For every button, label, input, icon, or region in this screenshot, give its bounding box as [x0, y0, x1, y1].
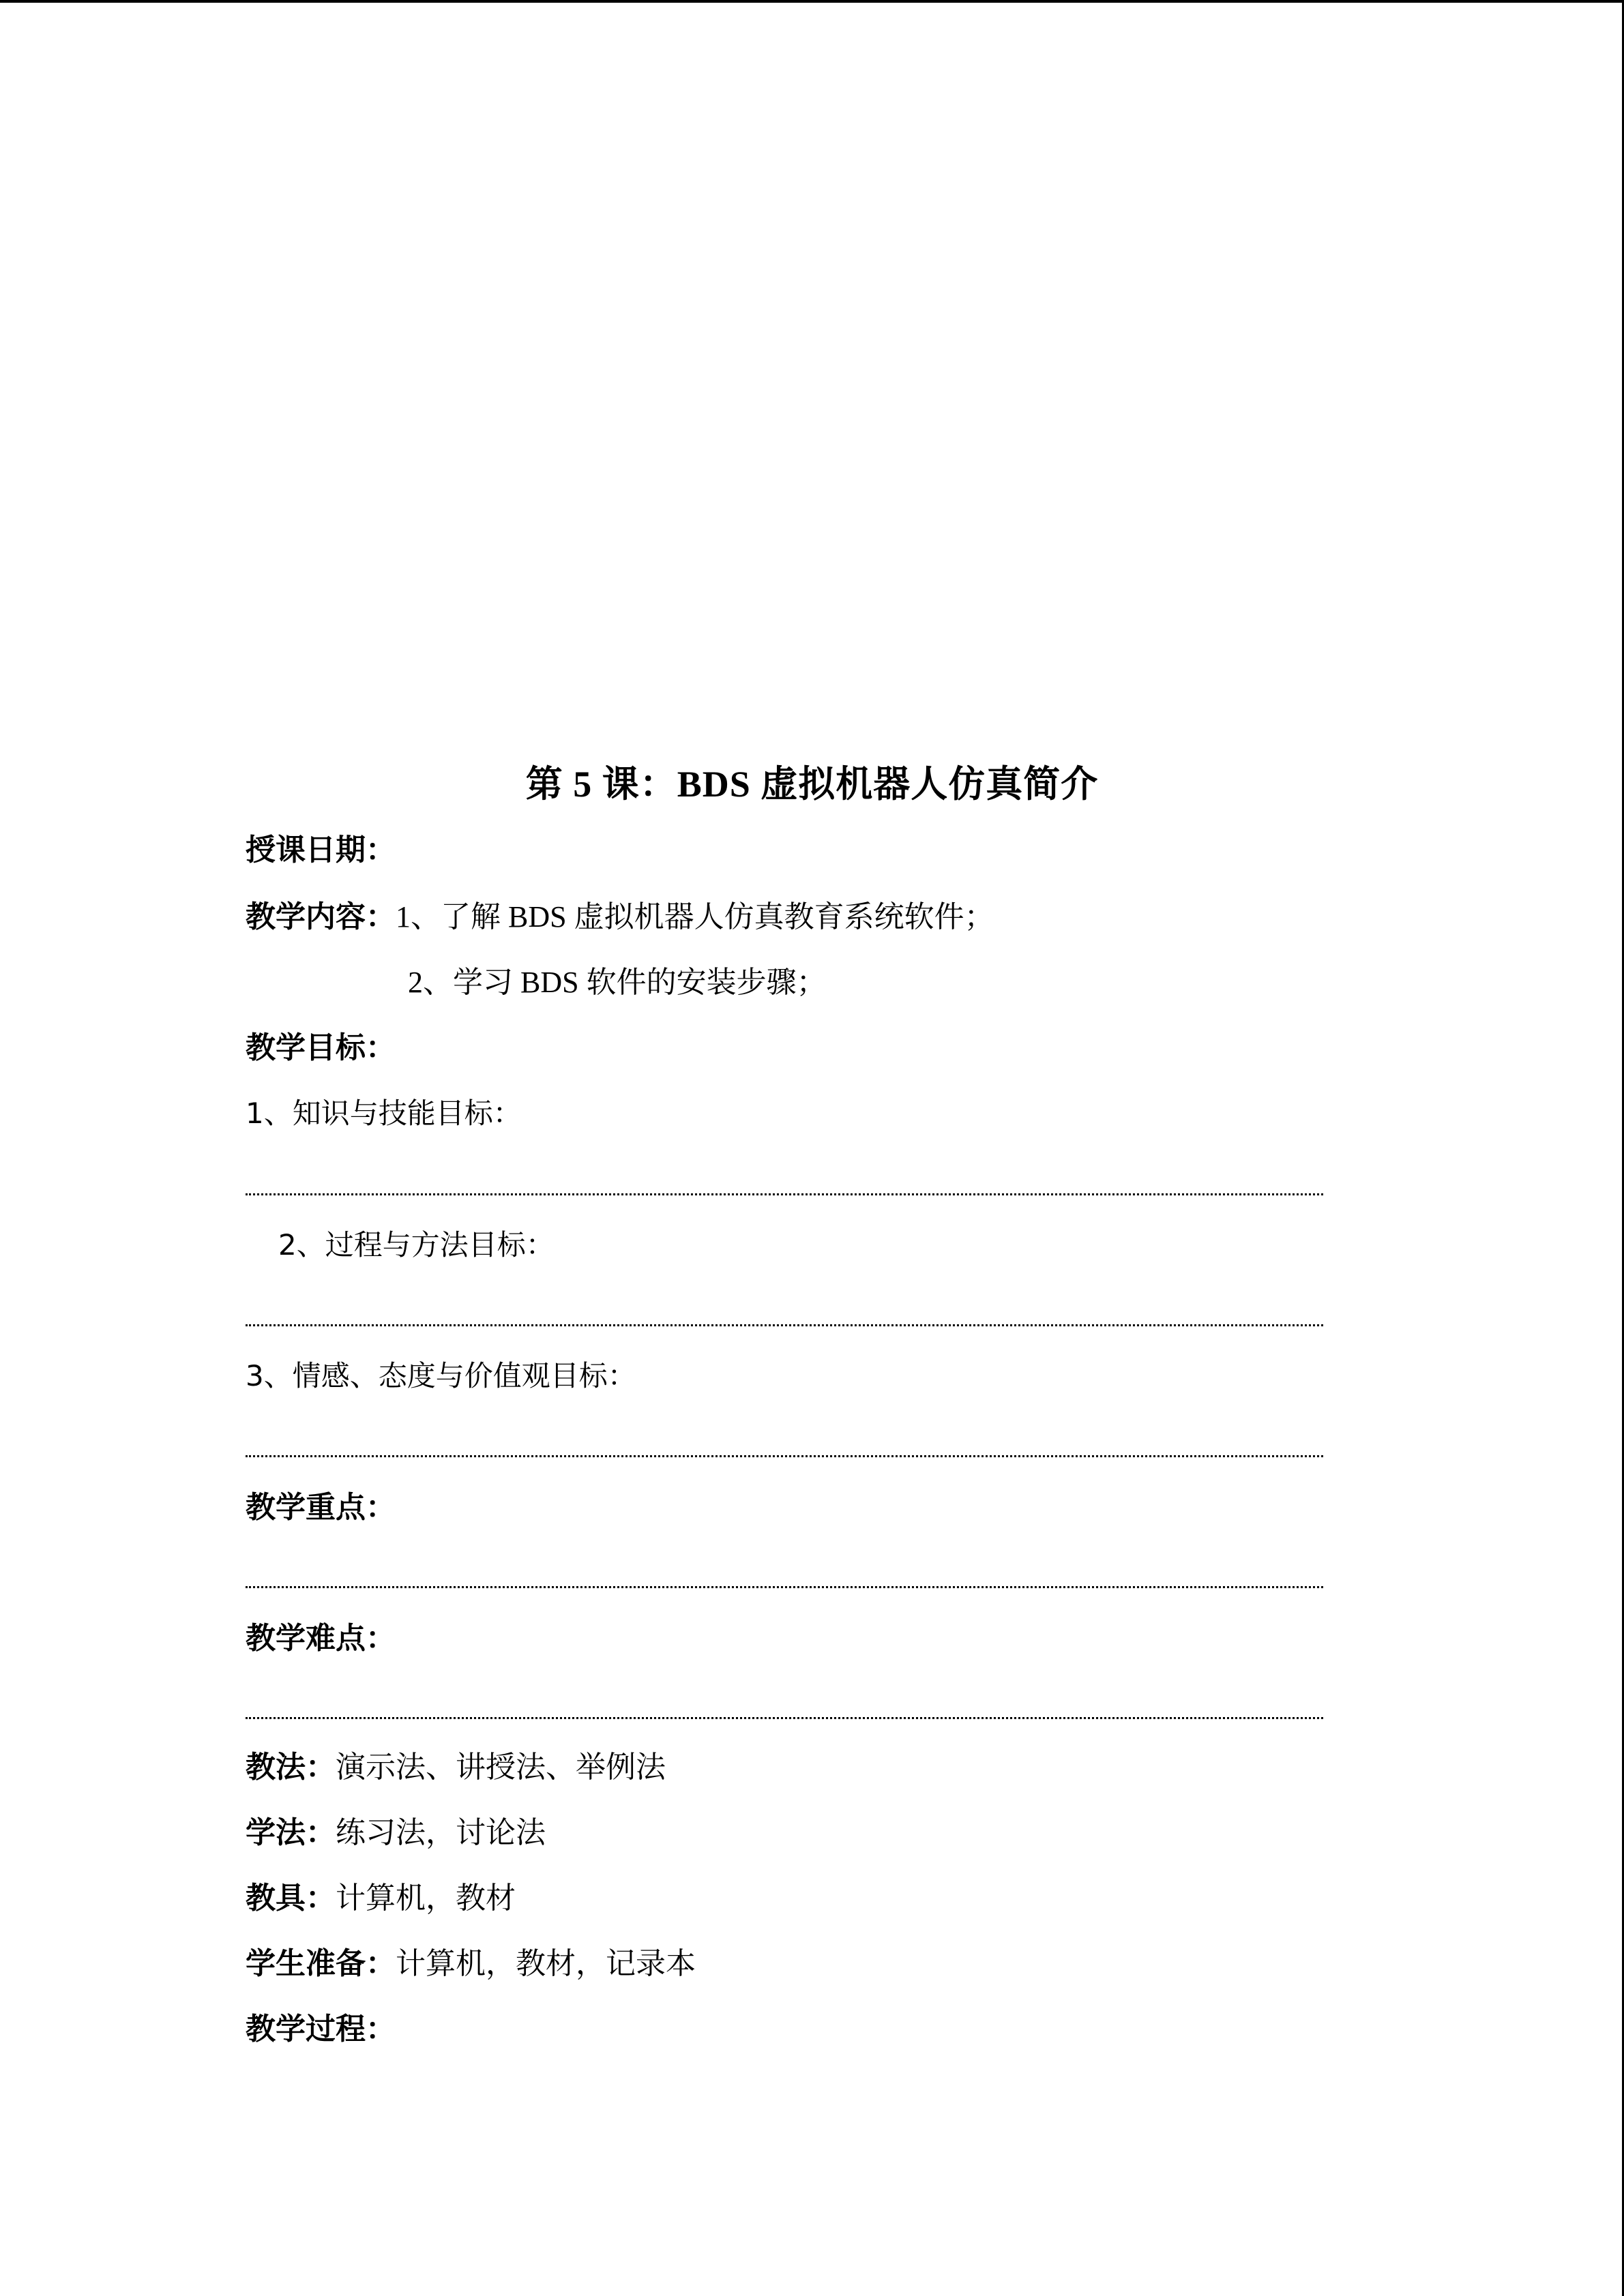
- objective-knowledge-answer-line: [246, 1193, 1323, 1195]
- page-border-top: [0, 0, 1624, 3]
- content-row: [246, 897, 994, 938]
- student-preparation-label: 学生准备：: [246, 1947, 396, 1980]
- objectives-row: [246, 1028, 396, 1069]
- student-preparation-value: 计算机，教材，记录本: [396, 1947, 696, 1980]
- objective-knowledge-label: 1、知识与技能目标：: [246, 1097, 522, 1130]
- key-points-row: [246, 1487, 396, 1528]
- teaching-tools-row: [246, 1878, 516, 1919]
- process-label: 教学过程：: [246, 2012, 396, 2046]
- teaching-methods-row: [246, 1747, 666, 1788]
- content-row-2: [408, 962, 827, 1003]
- difficulties-row: [246, 1618, 396, 1659]
- content-item-2: 2、学习 BDS 软件的安装步骤；: [408, 966, 827, 999]
- content-item-1: 1、了解 BDS 虚拟机器人仿真教育系统软件；: [396, 900, 994, 934]
- teaching-tools-value: 计算机，教材: [336, 1881, 516, 1915]
- difficulties-answer-line: [246, 1717, 1323, 1719]
- objectives-label: 教学目标：: [246, 1031, 396, 1064]
- student-preparation-row: [246, 1943, 696, 1984]
- key-points-label: 教学重点：: [246, 1491, 396, 1524]
- content-label: 教学内容：: [246, 900, 396, 934]
- page-title: 第 5 课：BDS 虚拟机器人仿真简介: [525, 764, 1099, 805]
- objective-emotion-row: [246, 1356, 636, 1397]
- teaching-tools-label: 教具：: [246, 1881, 336, 1915]
- key-points-answer-line: [246, 1586, 1323, 1588]
- objective-process-answer-line: [246, 1324, 1323, 1326]
- difficulties-label: 教学难点：: [246, 1622, 396, 1655]
- learning-methods-value: 练习法，讨论法: [336, 1816, 546, 1849]
- date-label: 授课日期：: [246, 833, 396, 867]
- objective-process-row: [278, 1225, 555, 1266]
- teaching-methods-label: 教法：: [246, 1750, 336, 1784]
- teaching-methods-value: 演示法、讲授法、举例法: [336, 1750, 666, 1784]
- objective-process-label: 2、过程与方法目标：: [278, 1228, 555, 1262]
- objective-emotion-answer-line: [246, 1455, 1323, 1457]
- learning-methods-label: 学法：: [246, 1816, 336, 1849]
- date-row: [246, 830, 396, 871]
- learning-methods-row: [246, 1813, 546, 1853]
- objective-knowledge-row: [246, 1093, 522, 1134]
- objective-emotion-label: 3、情感、态度与价值观目标：: [246, 1359, 636, 1392]
- process-row: [246, 2009, 396, 2050]
